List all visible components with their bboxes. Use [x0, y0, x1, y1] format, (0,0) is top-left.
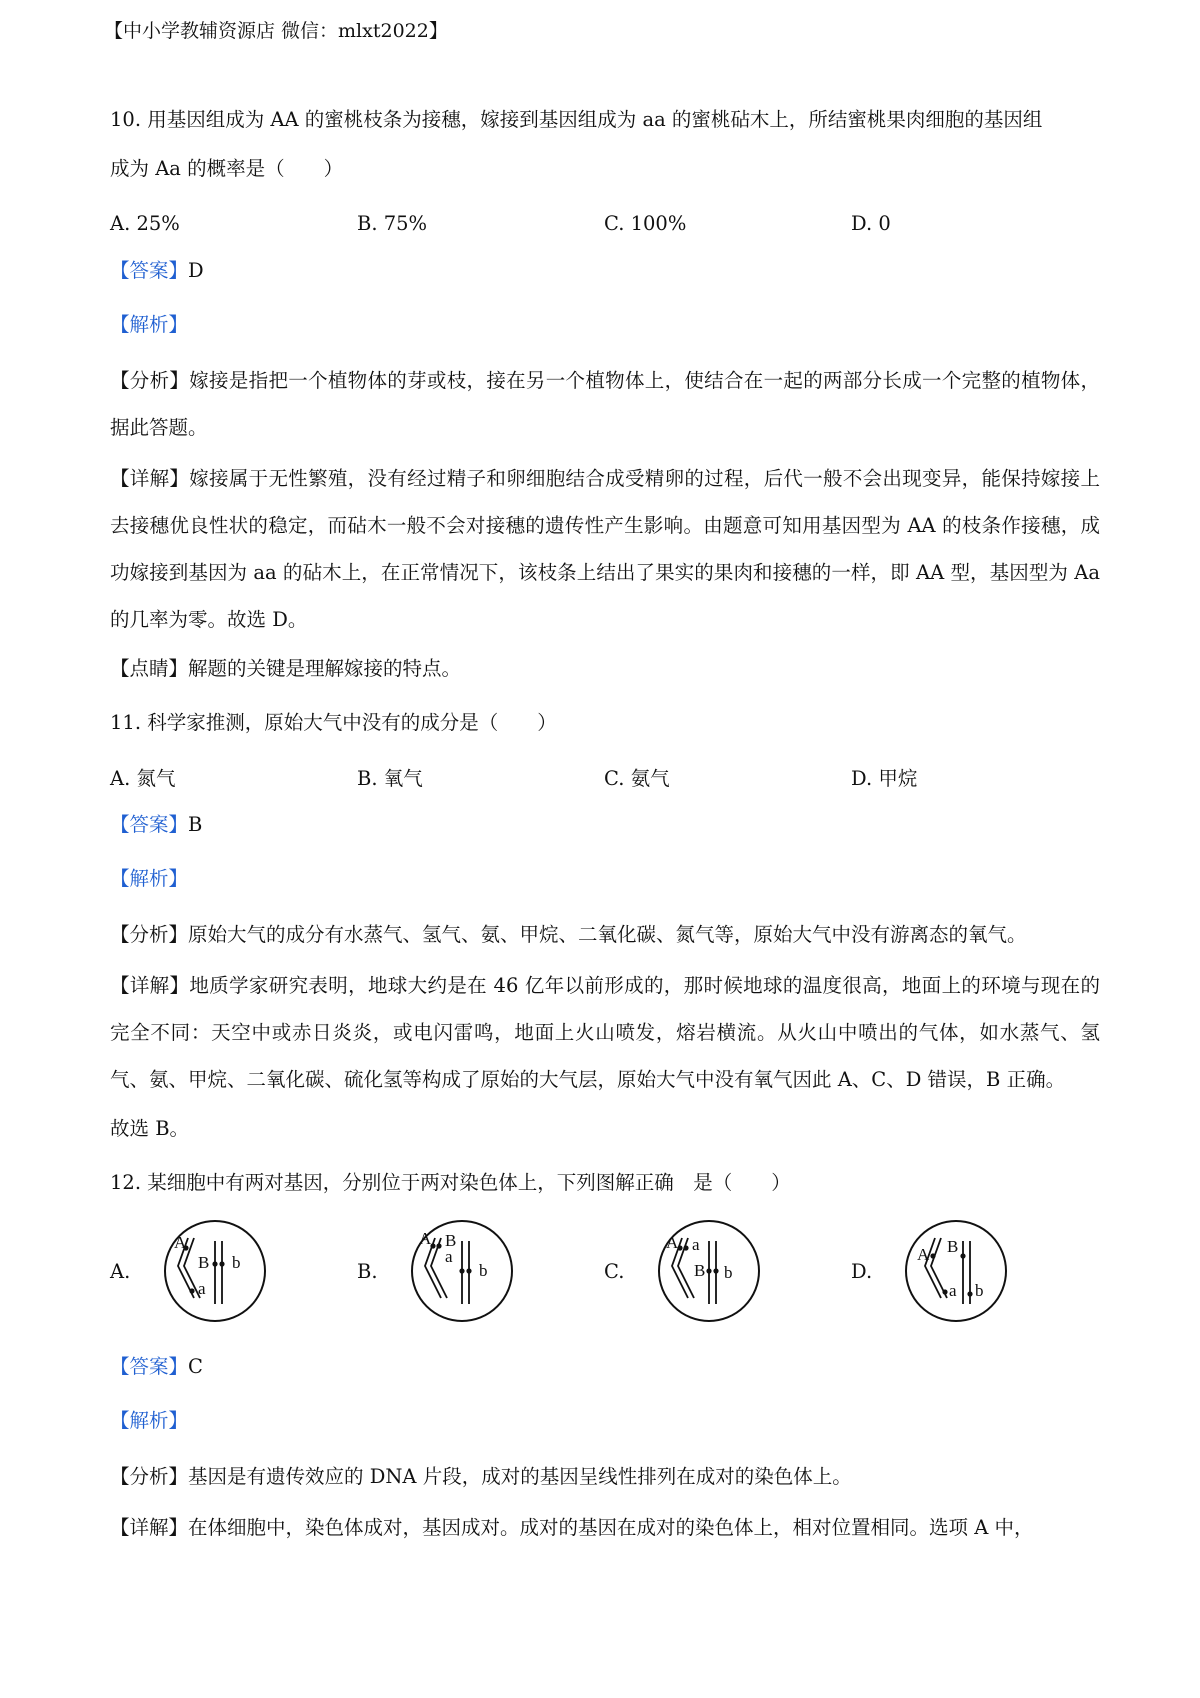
fenxi-tag: 【分析】: [110, 923, 189, 946]
gene-locus: [960, 1253, 965, 1258]
q10-answer: [110, 249, 1100, 293]
dianjing-tag: 【点睛】: [110, 657, 189, 680]
gene-label-B: B: [947, 1237, 959, 1256]
q12-xiangjie-text: 在体细胞中，染色体成对，基因成对。成对的基因在成对的染色体上，相对位置相同。选项 A 中，: [188, 1516, 1034, 1539]
cell-diagram-c: [654, 1216, 764, 1326]
answer-tag: 【答案】: [110, 813, 189, 836]
figure-a-letter: A.: [110, 1259, 131, 1283]
cell-diagram-d: [901, 1216, 1011, 1326]
gene-label-A: A: [174, 1233, 187, 1252]
q10-dianjing-text: 解题的关键是理解嫁接的特点。: [188, 657, 462, 680]
cell-membrane: [906, 1221, 1006, 1321]
q10-stem-line1: 10. 用基因组成为 AA 的蜜桃枝条为接穗，嫁接到基因组成为 aa 的蜜桃砧木上，所结蜜桃果肉细胞的基因组: [110, 108, 1043, 131]
gene-label-a: a: [949, 1281, 957, 1300]
gene-locus: [942, 1289, 947, 1294]
q11-stem: 11. 科学家推测，原始大气中没有的成分是（ ）: [110, 711, 557, 734]
q11-xiangjie: [110, 962, 1100, 1103]
shop-header: 【中小学教辅资源店 微信：mlxt2022】: [104, 20, 448, 42]
q12-figure-options: [110, 1215, 1100, 1327]
xiangjie-tag: 【详解】: [110, 467, 190, 490]
gene-locus: [683, 1245, 688, 1250]
gene-locus: [706, 1268, 711, 1273]
q10-xiangjie-text: 嫁接属于无性繁殖，没有经过精子和卵细胞结合成受精卵的过程，后代一般不会出现变异，能保持嫁接上去接穗优良性状的稳定，而砧木一般不会对接穗的遗传性产生影响。由题意可知用基因型为 AA 的枝条作接穗，成功嫁接到基因为 aa 的砧木上，在正常情况下，该枝条上结出了果实的果肉和接穗的一样，即 AA 型，基因型为 Aa 的几率为零。故选 D。: [110, 467, 1100, 631]
figure-c-letter: C.: [604, 1259, 625, 1283]
xiangjie-tag: 【详解】: [110, 974, 190, 997]
gene-label-a: a: [692, 1235, 700, 1254]
q11-option-c: C. 氨气: [604, 767, 670, 790]
q12-figure-a: [110, 1216, 357, 1326]
document-body: [110, 96, 1100, 1555]
q12-xiangjie: [110, 1504, 1100, 1551]
q11-option-b: B. 氧气: [357, 767, 423, 790]
answer-tag: 【答案】: [110, 1355, 189, 1378]
q10-options: [110, 201, 1100, 245]
q11-fenxi: [110, 911, 1100, 958]
q10-option-a: A. 25%: [110, 211, 180, 235]
gene-label-b: b: [479, 1261, 488, 1280]
xiangjie-tag: 【详解】: [110, 1516, 189, 1539]
q11-answer: [110, 803, 1100, 847]
answer-tag: 【答案】: [110, 259, 189, 282]
q10-fenxi: [110, 357, 1100, 451]
q12-figure-b: [357, 1216, 604, 1326]
q10-xiangjie: [110, 455, 1100, 643]
question-10: [110, 96, 1100, 691]
fenxi-tag: 【分析】: [110, 369, 190, 392]
gene-label-b: b: [724, 1263, 733, 1282]
analysis-tag: 【解析】: [110, 1409, 189, 1432]
q11-option-d: D. 甲烷: [851, 767, 918, 790]
gene-locus: [930, 1253, 935, 1258]
gene-locus: [436, 1243, 441, 1248]
q10-option-c: C. 100%: [604, 211, 687, 235]
cell-diagram-b: [407, 1216, 517, 1326]
gene-label-A: A: [419, 1229, 432, 1248]
q11-option-a: A. 氮气: [110, 767, 176, 790]
gene-locus: [189, 1288, 194, 1293]
q12-figure-d: [851, 1216, 1098, 1326]
q10-option-d: D. 0: [851, 211, 891, 235]
q11-analysis-heading: [110, 857, 1100, 901]
gene-label-a: a: [445, 1247, 453, 1266]
q12-stem: 12. 某细胞中有两对基因，分别位于两对染色体上，下列图解正确 是（ ）: [110, 1171, 791, 1194]
question-11: [110, 701, 1100, 1151]
q12-answer: [110, 1345, 1100, 1389]
q12-analysis-heading: [110, 1399, 1100, 1443]
gene-locus: [459, 1268, 464, 1273]
question-12: [110, 1161, 1100, 1551]
cell-diagram-a: [160, 1216, 270, 1326]
q12-figure-c: [604, 1216, 851, 1326]
gene-label-b: b: [232, 1253, 241, 1272]
chromosome: [931, 1238, 947, 1298]
gene-label-A: A: [666, 1233, 679, 1252]
gene-label-A: A: [917, 1245, 930, 1264]
q11-options: [110, 755, 1100, 799]
figure-d-letter: D.: [851, 1259, 873, 1283]
q10-analysis-heading: [110, 303, 1100, 347]
gene-locus: [212, 1261, 217, 1266]
q11-answer-value: B: [188, 813, 203, 836]
q10-option-b: B. 75%: [357, 211, 428, 235]
gene-label-a: a: [198, 1279, 206, 1298]
analysis-tag: 【解析】: [110, 313, 189, 336]
gene-label-b: b: [975, 1281, 984, 1300]
q11-fenxi-text: 原始大气的成分有水蒸气、氢气、氨、甲烷、二氧化碳、氮气等，原始大气中没有游离态的氧气。: [188, 923, 1027, 946]
gene-locus: [466, 1268, 471, 1273]
analysis-tag: 【解析】: [110, 867, 189, 890]
fenxi-tag: 【分析】: [110, 1465, 189, 1488]
q10-stem-line2: 成为 Aa 的概率是（ ）: [110, 157, 344, 180]
q10-fenxi-text: 嫁接是指把一个植物体的芽或枝，接在另一个植物体上，使结合在一起的两部分长成一个完整的植物体，据此答题。: [110, 369, 1100, 439]
q12-answer-value: C: [188, 1355, 203, 1378]
gene-locus: [967, 1291, 972, 1296]
q10-answer-value: D: [188, 259, 204, 282]
q11-xiangjie-text: 地质学家研究表明，地球大约是在 46 亿年以前形成的，那时候地球的温度很高，地面上的环境与现在的完全不同：天空中或赤日炎炎，或电闪雷鸣，地面上火山喷发，熔岩横流。从火山中喷出的气体，如水蒸气、氢气、氨、甲烷、二氧化碳、硫化氢等构成了原始的大气层，原始大气中没有氧气因此 A、C、D 错误，B 正确。: [110, 974, 1100, 1091]
q12-fenxi: [110, 1453, 1100, 1500]
gene-label-B: B: [445, 1231, 457, 1250]
figure-b-letter: B.: [357, 1259, 378, 1283]
gene-locus: [713, 1268, 718, 1273]
gene-locus: [219, 1261, 224, 1266]
gene-label-B: B: [198, 1253, 210, 1272]
q11-conclusion: 故选 B。: [110, 1117, 190, 1140]
gene-label-B: B: [694, 1261, 706, 1280]
q12-fenxi-text: 基因是有遗传效应的 DNA 片段，成对的基因呈线性排列在成对的染色体上。: [188, 1465, 852, 1488]
q10-dianjing: [110, 647, 1100, 691]
